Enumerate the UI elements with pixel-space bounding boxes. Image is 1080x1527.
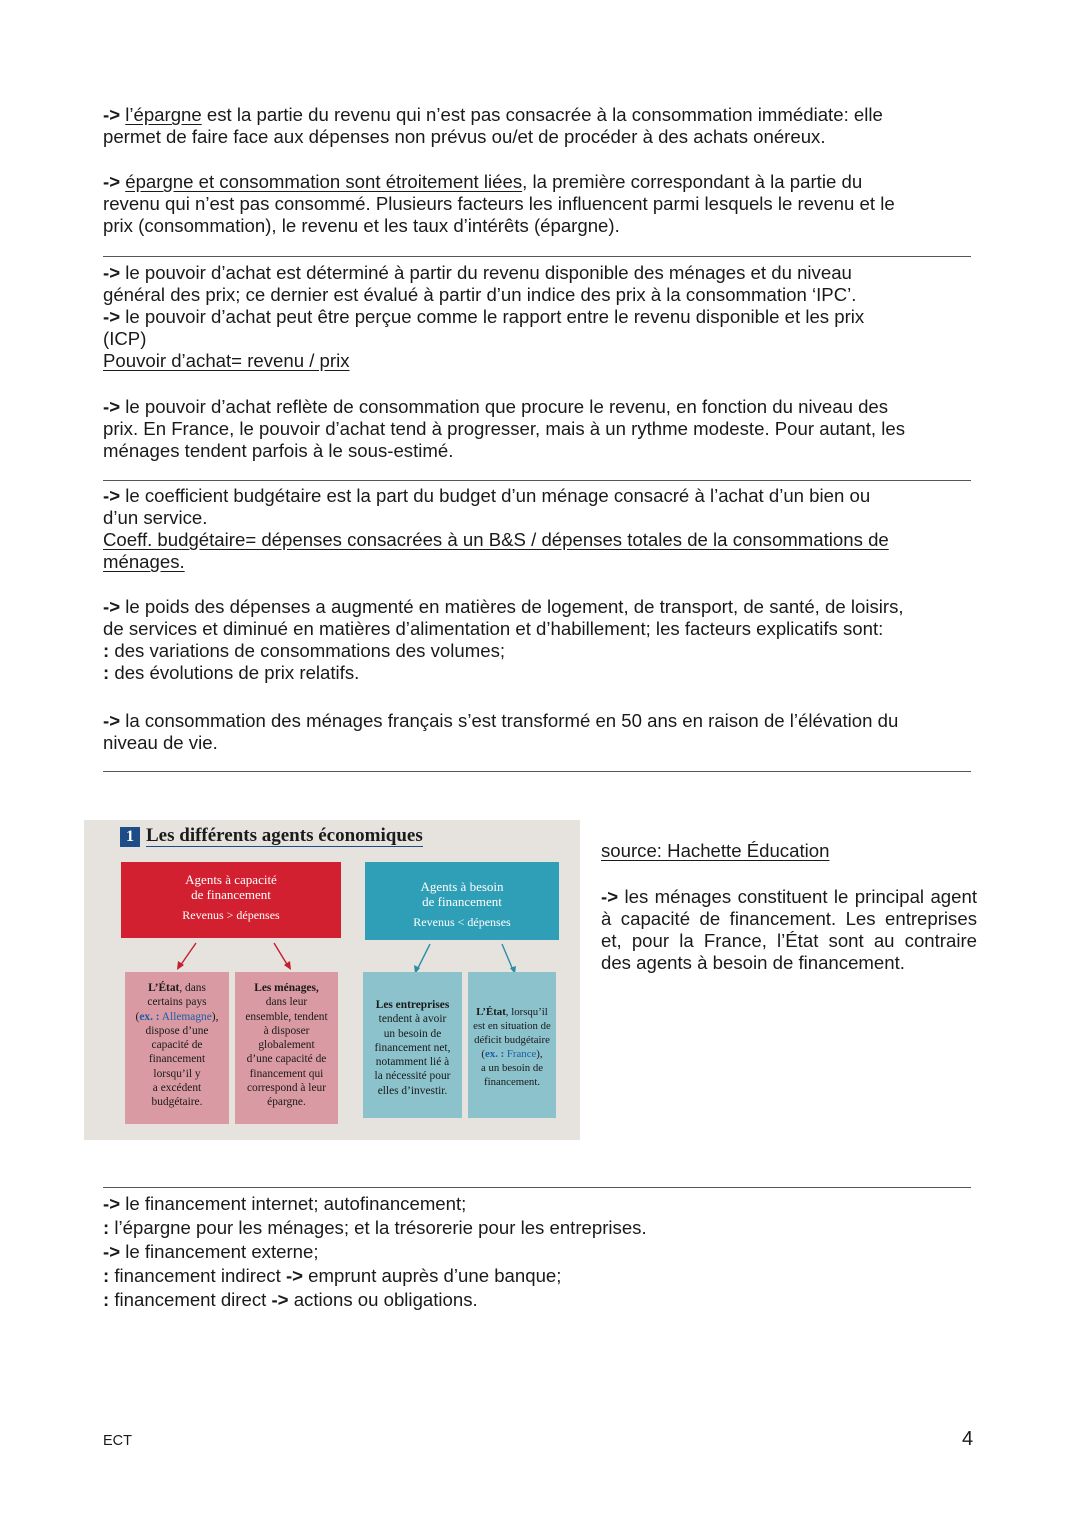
formula-coefficient: Coeff. budgétaire= dépenses consacrées à un B&S / dépenses totales de la consommations de: [103, 529, 889, 550]
divider: [103, 480, 971, 481]
formula-pouvoir-achat: Pouvoir d’achat= revenu / prix: [103, 350, 350, 371]
paragraph-pouvoir-achat-reflete: -> le pouvoir d’achat reflète de consommation que procure le revenu, en fonction du niveau des prix. En France, le pouvoir d’achat tend à progresser, mais à un rythme modeste. Pour autant, les ménages tendent parfois à le sous-estimé.: [103, 396, 906, 461]
entreprises-box: Les entreprises tendent à avoir un besoin de financement net, notamment lié à la nécessité pour elles d’investir.: [363, 972, 462, 1118]
paragraph-financement: -> le financement internet; autofinancement; : l’épargne pour les ménages; et la trésorerie pour les entreprises. -> le financement externe; : financement indirect -> emprunt auprès d’une banque; : financement direct -> actions ou obligations.: [103, 1193, 647, 1310]
paragraph-poids-depenses: -> le poids des dépenses a augmenté en matières de logement, de transport, de santé, de loisirs, de services et diminué en matières d’alimentation et d’habillement; les facteurs explicatifs sont: : des variations de consommations des volumes; : des évolutions de prix relatifs.: [103, 596, 904, 683]
menages-box: Les ménages, dans leur ensemble, tendent à disposer globalement d’une capacité de financement qui correspond à leur épargne.: [235, 972, 338, 1124]
etat-excedent-box: L’État, dans certains pays (ex. : Allemagne), dispose d’une capacité de financement lorsqu’il y a excédent budgétaire.: [125, 972, 229, 1124]
divider: [103, 256, 971, 257]
agents-economiques-figure: [84, 820, 580, 1140]
divider: [103, 771, 971, 772]
divider: [103, 1187, 971, 1188]
paragraph-epargne-consommation: -> épargne et consommation sont étroitement liées, la première correspondant à la partie du revenu qui n’est pas consommé. Plusieurs facteurs les influencent parmi lesquels le revenu et le prix (consommation), le revenu et les taux d’intérêts (épargne).: [103, 171, 895, 236]
term-liees: épargne et consommation sont étroitement liées: [125, 171, 523, 192]
term-epargne: l’épargne: [125, 104, 202, 125]
etat-deficit-box: L’État, lorsqu’il est en situation de déficit budgétaire (ex. : France), a un besoin de financement.: [468, 972, 556, 1118]
capacity-header: Agents à capacité de financement Revenus > dépenses: [121, 862, 341, 938]
page-number: 4: [962, 1428, 974, 1450]
paragraph-coefficient: -> le coefficient budgétaire est la part du budget d’un ménage consacré à l’achat d’un bien ou d’un service. Coeff. budgétaire= dépenses consacrées à un B&S / dépenses totales de la consommations de ménages.: [103, 485, 977, 573]
figure-number: 1: [120, 827, 140, 847]
paragraph-consommation-50-ans: -> la consommation des ménages français s’est transformé en 50 ans en raison de l’élévation du niveau de vie.: [103, 710, 899, 753]
figure-title: 1 Les différents agents économiques: [120, 825, 423, 847]
paragraph-menages-principal-agent: -> les ménages constituent le principal agent à capacité de financement. Les entreprises et, pour la France, l’État sont au contraire des agents à besoin de financement.: [601, 886, 977, 973]
footer-course-code: ECT: [103, 1433, 132, 1449]
source-caption: source: Hachette Éducation: [601, 840, 830, 861]
need-header: Agents à besoin de financement Revenus < dépenses: [365, 862, 559, 940]
paragraph-epargne: -> l’épargne est la partie du revenu qui n’est pas consacrée à la consommation immédiate: elle permet de faire face aux dépenses non prévus ou/et de procéder à des achats onéreux.: [103, 104, 883, 147]
paragraph-pouvoir-achat: -> le pouvoir d’achat est déterminé à partir du revenu disponible des ménages et du niveau général des prix; ce dernier est évalué à partir d’un indice des prix à la consommation ‘IPC’. -> le pouvoir d’achat peut être perçue comme le rapport entre le revenu disponible et les prix (ICP) Pouvoir d’achat= revenu / prix: [103, 262, 865, 371]
